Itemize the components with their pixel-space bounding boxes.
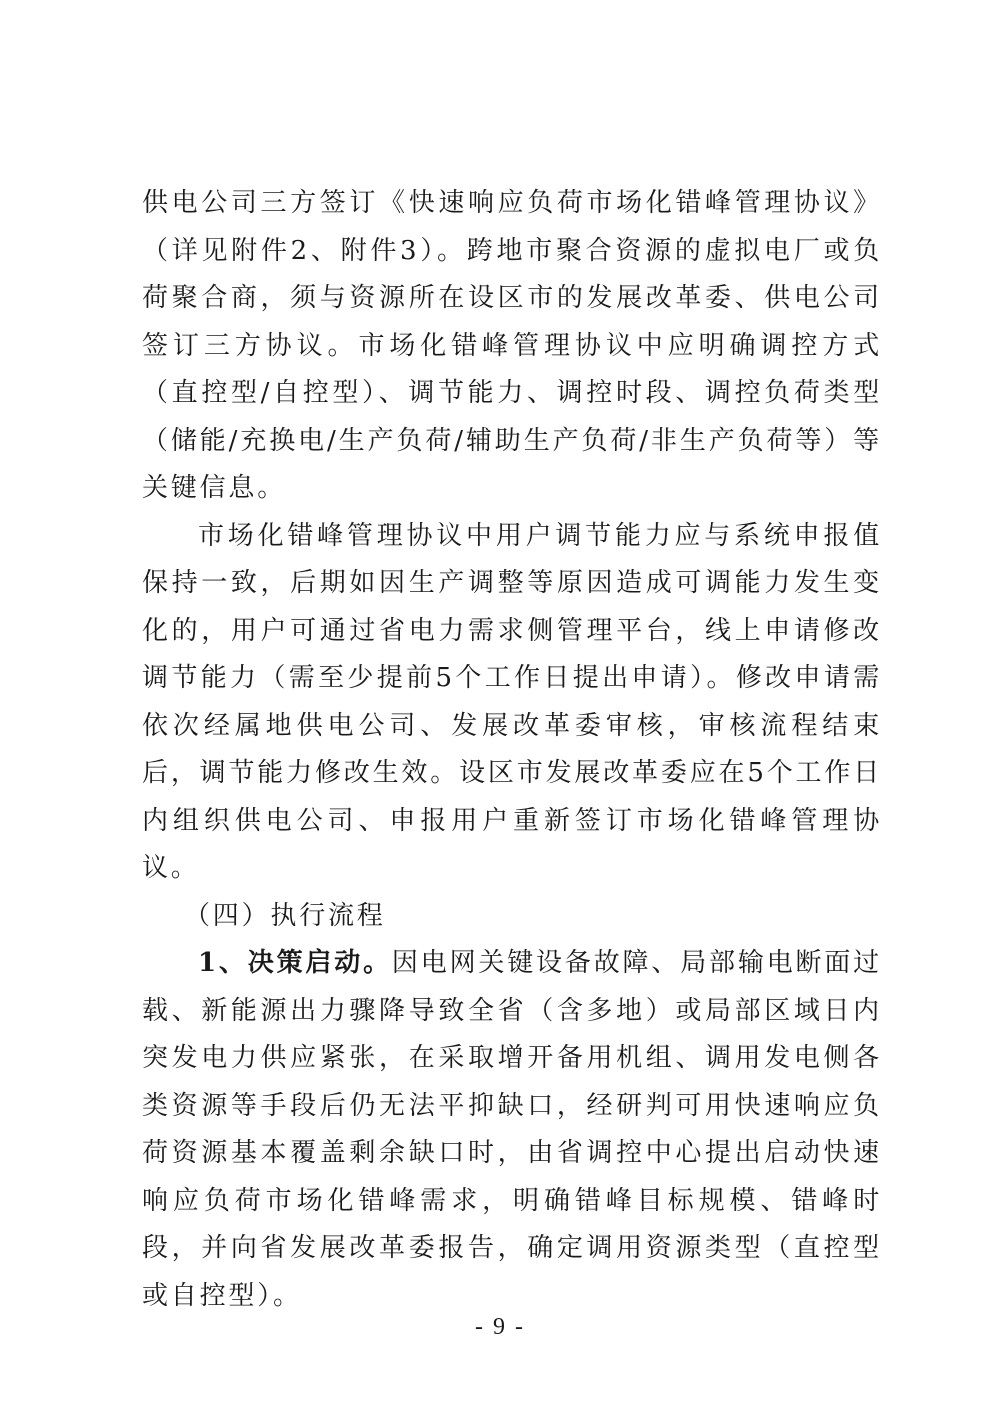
page-number: - 9 -	[475, 1314, 525, 1340]
paragraph-capacity-consistency: 市场化错峰管理协议中用户调节能力应与系统申报值保持一致，后期如因生产调整等原因造成可调能力发生变化的，用户可通过省电力需求侧管理平台，线上申请修改调节能力（需至少提前5个工作日提出申请）。修改申请需依次经属地供电公司、发展改革委审核，审核流程结束后，调节能力修改生效。设区市发展改革委应在5个工作日内组织供电公司、申报用户重新签订市场化错峰管理协议。	[142, 520, 882, 883]
item-text-decision-start: 因电网关键设备故障、局部输电断面过载、新能源出力骤降导致全省（含多地）或局部区域日内突发电力供应紧张，在采取增开备用机组、调用发电侧各类资源等手段后仍无法平抑缺口，经研判可用快速响应负荷资源基本覆盖剩余缺口时，由省调控中心提出启动快速响应负荷市场化错峰需求，明确错峰目标规模、错峰时段，并向省发展改革委报告，确定调用资源类型（直控型或自控型）。	[142, 948, 882, 1311]
paragraph-decision-start	[142, 940, 882, 1320]
item-label-decision-start: 1、决策启动。	[198, 948, 392, 978]
paragraph-agreement-signing: 供电公司三方签订《快速响应负荷市场化错峰管理协议》（详见附件2、附件3）。跨地市聚合资源的虚拟电厂或负荷聚合商，须与资源所在设区市的发展改革委、供电公司签订三方协议。市场化错峰管理协议中应明确调控方式（直控型/自控型）、调节能力、调控时段、调控负荷类型（储能/充换电/生产负荷/辅助生产负荷/非生产负荷等）等关键信息。	[142, 188, 882, 503]
document-body	[142, 180, 882, 1320]
section-heading-execution-process: （四）执行流程	[184, 900, 386, 931]
